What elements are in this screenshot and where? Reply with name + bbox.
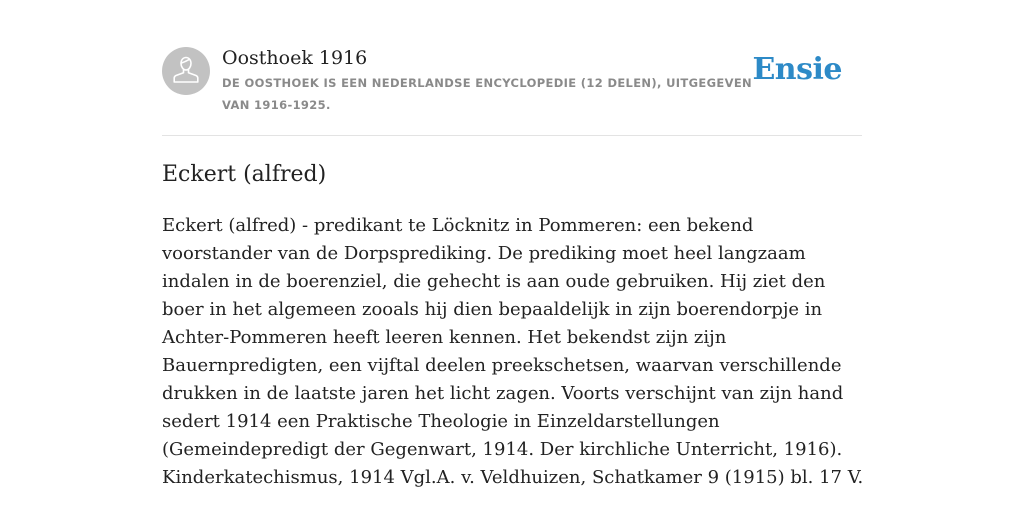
user-icon xyxy=(162,47,210,95)
article-title: Eckert (alfred) xyxy=(162,162,327,187)
source-header xyxy=(162,46,862,136)
source-description: DE OOSTHOEK IS EEN NEDERLANDSE ENCYCLOPEDIE (12 DELEN), UITGEGEVEN VAN 1916-1925. xyxy=(222,76,753,112)
header-divider xyxy=(162,135,862,136)
ensie-logo[interactable]: Ensie xyxy=(752,52,842,87)
article-body: Eckert (alfred) - predikant te Löcknitz in Pommeren: een bekend voorstander van de Dorpsprediking. De prediking moet heel langzaam indalen in de boerenziel, die gehecht is aan oude gebruiken. Hij ziet den boer in het algemeen zooals hij dien bepaaldelijk in zijn boerendorpje in Achter-Pommeren heeft leeren kennen. Het bekendst zijn zijn Bauernpredigten, een vijftal deelen preekschetsen, waarvan verschillende drukken in de laatste jaren het licht zagen. Voorts verschijnt van zijn hand sedert 1914 een Praktische Theologie in Einzeldarstellungen (Gemeindepredigt der Gegenwart, 1914. Der kirchliche Unterricht, 1916). Kinderkatechismus, 1914 Vgl.A. v. Veldhuizen, Schatkamer 9 (1915) bl. 17 V. xyxy=(162,215,864,488)
source-title[interactable]: Oosthoek 1916 xyxy=(222,47,368,69)
source-avatar[interactable] xyxy=(162,47,210,95)
